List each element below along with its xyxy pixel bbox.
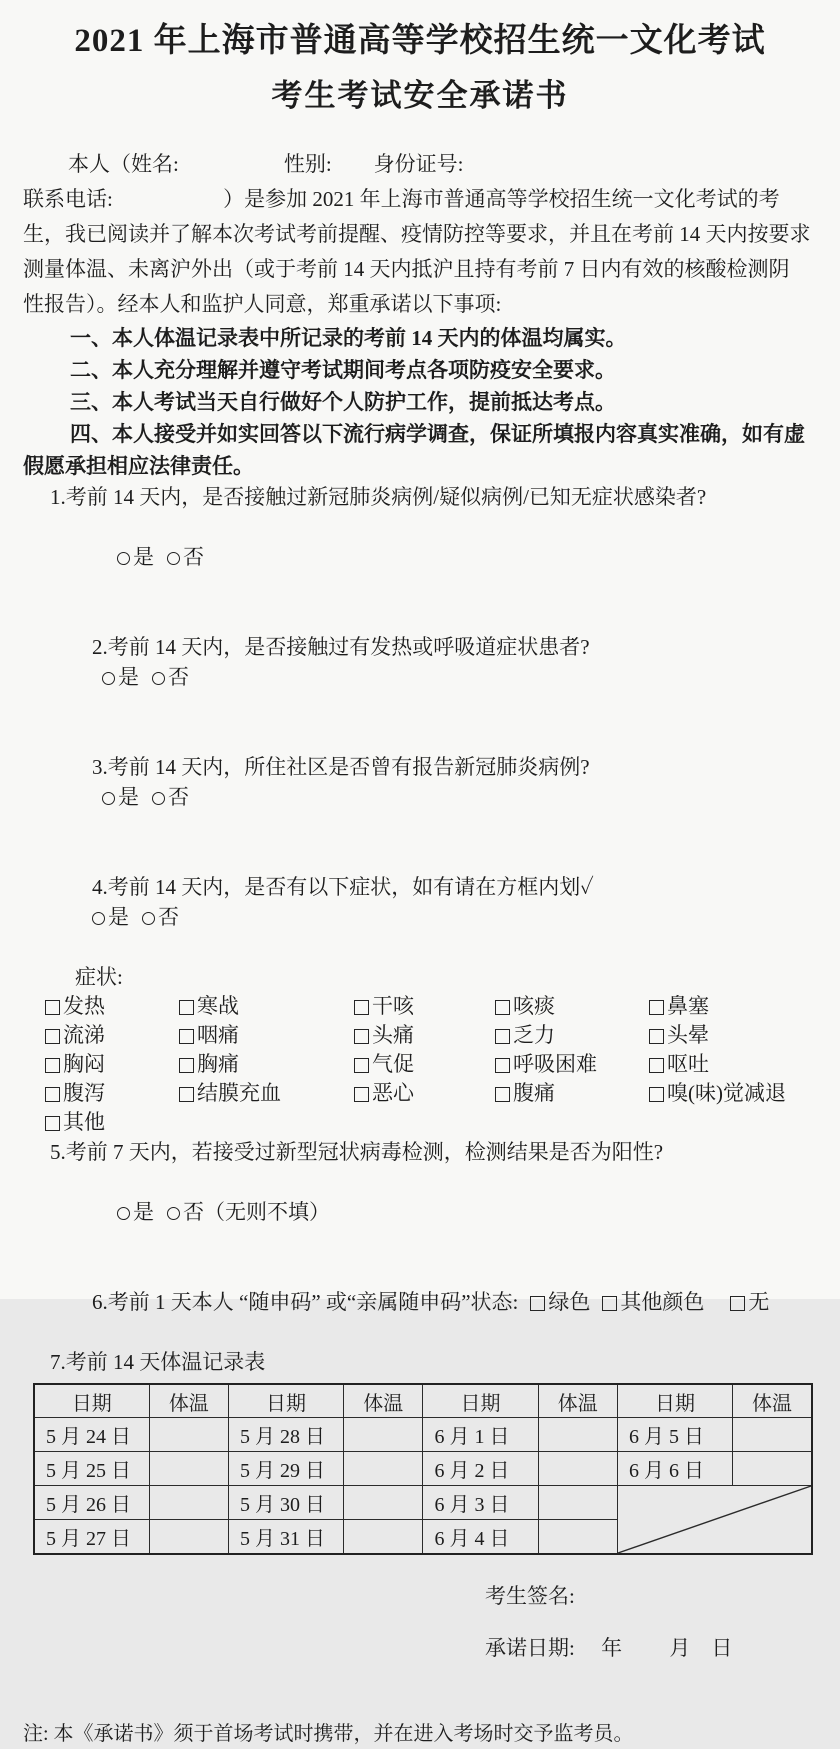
symptom-checkbox-item[interactable] — [354, 1021, 495, 1050]
symptom-checkbox-item[interactable] — [45, 1079, 179, 1108]
footnote: 注: 本《承诺书》须于首场考试时携带，并在进入考场时交予监考员。 — [23, 1723, 634, 1745]
temperature-record-table — [33, 1383, 813, 1555]
symptom-checkbox-item[interactable] — [649, 1021, 822, 1050]
table-row — [34, 1418, 812, 1452]
radio-label: 否 — [168, 665, 189, 689]
radio-circle-icon — [102, 792, 115, 805]
question-2-text: 2.考前 14 天内，是否接触过有发热或呼吸道症状患者? — [92, 635, 590, 659]
question-5: 5.考前 7 天内，若接受过新型冠状病毒检测，检测结果是否为阳性? — [50, 1140, 664, 1164]
table-row — [34, 1486, 812, 1520]
radio-option-q4-yes[interactable] — [92, 902, 129, 932]
question-1-options — [23, 512, 822, 602]
radio-label: 否 — [168, 785, 189, 809]
symptom-checkbox-item[interactable] — [179, 1050, 354, 1079]
radio-circle-icon — [117, 1207, 130, 1220]
date-cell: 6 月 1 日 — [423, 1418, 538, 1452]
symptom-label: 胸闷 — [63, 1052, 105, 1076]
checkbox-icon — [179, 1058, 194, 1073]
radio-group-q3 — [102, 785, 189, 809]
symptom-label: 嗅(味)觉减退 — [667, 1081, 786, 1105]
date-cell: 5 月 25 日 — [34, 1452, 149, 1486]
table-header-cell: 日期 — [617, 1384, 732, 1418]
symptom-checkbox-item[interactable] — [495, 1021, 649, 1050]
radio-option-q5-no[interactable] — [167, 1197, 204, 1227]
radio-group-q4 — [92, 905, 179, 929]
symptom-checkbox-item[interactable] — [649, 1050, 822, 1079]
checkbox-icon — [649, 1087, 664, 1102]
question-1: 1.考前 14 天内，是否接触过新冠肺炎病例/疑似病例/已知无症状感染者? — [50, 485, 707, 509]
table-header-cell: 日期 — [423, 1384, 538, 1418]
checkbox-icon — [179, 1029, 194, 1044]
commitment-item-4: 四、本人接受并如实回答以下流行病学调查，保证所填报内容真实准确，如有虚 — [70, 422, 805, 446]
temperature-input-cell[interactable] — [538, 1486, 617, 1520]
checkbox-icon — [45, 1058, 60, 1073]
crossed-out-cell — [617, 1486, 812, 1555]
symptom-label: 腹泻 — [63, 1081, 105, 1105]
checkbox-icon — [649, 1029, 664, 1044]
date-cell: 5 月 28 日 — [228, 1418, 343, 1452]
radio-circle-icon — [92, 912, 105, 925]
symptom-checkbox-item[interactable] — [45, 1050, 179, 1079]
checkbox-icon — [649, 1058, 664, 1073]
symptom-label: 恶心 — [372, 1081, 414, 1105]
radio-circle-icon — [152, 792, 165, 805]
commitment-item-4-cont: 假愿承担相应法律责任。 — [23, 454, 254, 478]
symptom-label: 咳痰 — [513, 994, 555, 1018]
intro-line-3: 生，我已阅读并了解本次考试考前提醒、疫情防控等要求，并且在考前 14 天内按要求 — [23, 222, 811, 246]
checkbox-icon — [179, 1087, 194, 1102]
symptom-checkbox-item[interactable] — [495, 1050, 649, 1079]
question-3 — [23, 722, 822, 842]
radio-label: 是 — [118, 785, 139, 809]
question-3-text: 3.考前 14 天内，所住社区是否曾有报告新冠肺炎病例? — [92, 755, 590, 779]
table-header-cell: 日期 — [34, 1384, 149, 1418]
radio-group-q5 — [117, 1200, 204, 1224]
date-cell: 5 月 26 日 — [34, 1486, 149, 1520]
radio-group-q1 — [117, 545, 204, 569]
checkbox-icon — [354, 1000, 369, 1015]
symptom-label: 头痛 — [372, 1023, 414, 1047]
commitment-item-2: 二、本人充分理解并遵守考试期间考点各项防疫安全要求。 — [70, 358, 616, 382]
commitment-item-1: 一、本人体温记录表中所记录的考前 14 天内的体温均属实。 — [70, 326, 627, 350]
radio-label: 否 — [158, 905, 179, 929]
checkbox-option-3[interactable] — [730, 1287, 769, 1317]
checkbox-icon — [354, 1058, 369, 1073]
checkbox-icon — [495, 1000, 510, 1015]
symptom-label: 其他 — [63, 1110, 105, 1134]
question-4-text: 4.考前 14 天内，是否有以下症状，如有请在方框内划✓ — [92, 875, 594, 899]
intro-line-5: 性报告）。经本人和监护人同意，郑重承诺以下事项: — [23, 292, 502, 316]
date-cell: 5 月 31 日 — [228, 1520, 343, 1555]
table-header-cell: 体温 — [344, 1384, 423, 1418]
symptom-label: 寒战 — [197, 994, 239, 1018]
symptom-checkbox-item[interactable] — [649, 992, 822, 1021]
symptom-checkbox-item[interactable] — [354, 1079, 495, 1108]
radio-option-q4-no[interactable] — [142, 902, 179, 932]
question-5-options — [23, 1167, 822, 1257]
temperature-input-cell[interactable] — [538, 1520, 617, 1555]
checkbox-icon — [45, 1029, 60, 1044]
radio-circle-icon — [167, 1207, 180, 1220]
question-4 — [23, 842, 822, 962]
symptom-checkbox-item[interactable] — [45, 1021, 179, 1050]
radio-circle-icon — [142, 912, 155, 925]
radio-label: 是 — [133, 545, 154, 569]
radio-option-q2-no[interactable] — [152, 662, 189, 692]
checkbox-icon — [45, 1116, 60, 1131]
temperature-input-cell[interactable] — [538, 1418, 617, 1452]
checkbox-icon — [649, 1000, 664, 1015]
symptom-label: 胸痛 — [197, 1052, 239, 1076]
radio-label: 是 — [108, 905, 129, 929]
symptom-checkbox-item[interactable] — [354, 1050, 495, 1079]
checkbox-option-2[interactable] — [602, 1287, 704, 1317]
symptom-label: 头晕 — [667, 1023, 709, 1047]
symptom-label: 咽痛 — [197, 1023, 239, 1047]
checkbox-icon — [495, 1029, 510, 1044]
date-cell: 5 月 24 日 — [34, 1418, 149, 1452]
radio-option-q3-yes[interactable] — [102, 782, 139, 812]
temperature-input-cell[interactable] — [149, 1486, 228, 1520]
symptom-label: 发热 — [63, 994, 105, 1018]
temperature-input-cell[interactable] — [149, 1418, 228, 1452]
temperature-input-cell[interactable] — [733, 1418, 812, 1452]
date-cell: 5 月 29 日 — [228, 1452, 343, 1486]
checkbox-icon — [45, 1000, 60, 1015]
date-cell: 5 月 30 日 — [228, 1486, 343, 1520]
symptom-checkbox-item[interactable] — [179, 992, 354, 1021]
date-cell: 6 月 5 日 — [617, 1418, 732, 1452]
table-header-cell: 体温 — [538, 1384, 617, 1418]
temperature-input-cell[interactable] — [344, 1418, 423, 1452]
intro-paragraph — [23, 147, 822, 322]
commitment-item-3: 三、本人考试当天自行做好个人防护工作，提前抵达考点。 — [70, 390, 616, 414]
intro-line-2: 联系电话: ）是参加 2021 年上海市普通高等学校招生统一文化考试的考 — [23, 187, 780, 211]
symptom-label: 腹痛 — [513, 1081, 555, 1105]
question-7: 7.考前 14 天体温记录表 — [50, 1350, 266, 1374]
checkbox-icon — [354, 1087, 369, 1102]
temperature-table-wrap — [33, 1383, 813, 1555]
symptom-label: 流涕 — [63, 1023, 105, 1047]
symptom-label: 干咳 — [372, 994, 414, 1018]
radio-group-q2 — [102, 665, 189, 689]
checkbox-icon — [730, 1296, 745, 1311]
radio-circle-icon — [167, 552, 180, 565]
symptom-checkbox-item[interactable] — [495, 1079, 649, 1108]
symptom-label: 乏力 — [513, 1023, 555, 1047]
document-subtitle: 考生考试安全承诺书 — [271, 78, 569, 113]
date-cell: 6 月 2 日 — [423, 1452, 538, 1486]
symptom-checkbox-grid — [23, 992, 822, 1137]
identity-fill-line: 本人（姓名: 性别: 身份证号: — [68, 152, 464, 176]
table-header-row — [34, 1384, 812, 1418]
symptoms-label: 症状: — [75, 965, 123, 989]
table-header-cell: 体温 — [733, 1384, 812, 1418]
symptom-checkbox-item[interactable] — [179, 1021, 354, 1050]
question-2 — [23, 602, 822, 722]
temperature-input-cell[interactable] — [344, 1486, 423, 1520]
commitment-date-line: 承诺日期: 年 月 日 — [485, 1636, 733, 1660]
symptom-label: 气促 — [372, 1052, 414, 1076]
date-cell: 6 月 6 日 — [617, 1452, 732, 1486]
checkbox-icon — [179, 1000, 194, 1015]
radio-option-q3-no[interactable] — [152, 782, 189, 812]
checkbox-option-label: 无 — [748, 1290, 770, 1314]
status-checkbox-options — [518, 1290, 769, 1314]
symptom-checkbox-item[interactable] — [45, 1108, 179, 1137]
date-cell: 5 月 27 日 — [34, 1520, 149, 1555]
intro-line-4: 测量体温、未离沪外出（或于考前 14 天内抵沪且持有考前 7 日内有效的核酸检测阴 — [23, 257, 790, 281]
checkbox-icon — [354, 1029, 369, 1044]
checkbox-icon — [602, 1296, 617, 1311]
checkbox-icon — [45, 1087, 60, 1102]
symptom-checkbox-item[interactable] — [354, 992, 495, 1021]
radio-circle-icon — [102, 672, 115, 685]
symptom-label: 鼻塞 — [667, 994, 709, 1018]
table-header-cell: 体温 — [149, 1384, 228, 1418]
checkbox-option-1[interactable] — [530, 1287, 590, 1317]
radio-circle-icon — [117, 552, 130, 565]
table-row — [34, 1452, 812, 1486]
symptom-label: 结膜充血 — [197, 1081, 281, 1105]
questionnaire — [23, 482, 822, 1377]
radio-label: 是 — [133, 1200, 154, 1224]
signature-block — [23, 1581, 822, 1663]
question-6-text: 6.考前 1 天本人 “随申码” 或“亲属随申码”状态: — [92, 1290, 519, 1314]
checkbox-icon — [530, 1296, 545, 1311]
checkbox-option-label: 其他颜色 — [620, 1290, 705, 1314]
commitment-list — [23, 322, 822, 482]
question-6 — [23, 1257, 822, 1347]
document-title: 2021 年上海市普通高等学校招生统一文化考试 — [74, 23, 766, 59]
temperature-input-cell[interactable] — [538, 1452, 617, 1486]
question-5-note: （无则不填） — [204, 1200, 330, 1224]
table-header-cell: 日期 — [228, 1384, 343, 1418]
symptom-checkbox-item[interactable] — [495, 992, 649, 1021]
date-cell: 6 月 3 日 — [423, 1486, 538, 1520]
radio-option-q2-yes[interactable] — [102, 662, 139, 692]
checkbox-icon — [495, 1058, 510, 1073]
symptom-checkbox-item[interactable] — [45, 992, 179, 1021]
symptom-label: 呼吸困难 — [513, 1052, 597, 1076]
radio-option-q5-yes[interactable] — [117, 1197, 154, 1227]
symptom-checkbox-item[interactable] — [179, 1079, 354, 1108]
signature-label: 考生签名: — [485, 1584, 575, 1608]
symptom-checkbox-item[interactable] — [649, 1079, 822, 1108]
radio-label: 否 — [183, 545, 204, 569]
radio-label: 是 — [118, 665, 139, 689]
temperature-input-cell[interactable] — [344, 1520, 423, 1555]
checkbox-option-label: 绿色 — [548, 1290, 591, 1314]
radio-circle-icon — [152, 672, 165, 685]
temperature-input-cell[interactable] — [733, 1452, 812, 1486]
temperature-input-cell[interactable] — [149, 1520, 228, 1555]
radio-option-q1-yes[interactable] — [117, 542, 154, 572]
temperature-input-cell[interactable] — [344, 1452, 423, 1486]
radio-label: 否 — [183, 1200, 204, 1224]
symptom-label: 呕吐 — [667, 1052, 709, 1076]
date-cell: 6 月 4 日 — [423, 1520, 538, 1555]
radio-option-q1-no[interactable] — [167, 542, 204, 572]
checkbox-icon — [495, 1087, 510, 1102]
temperature-input-cell[interactable] — [149, 1452, 228, 1486]
